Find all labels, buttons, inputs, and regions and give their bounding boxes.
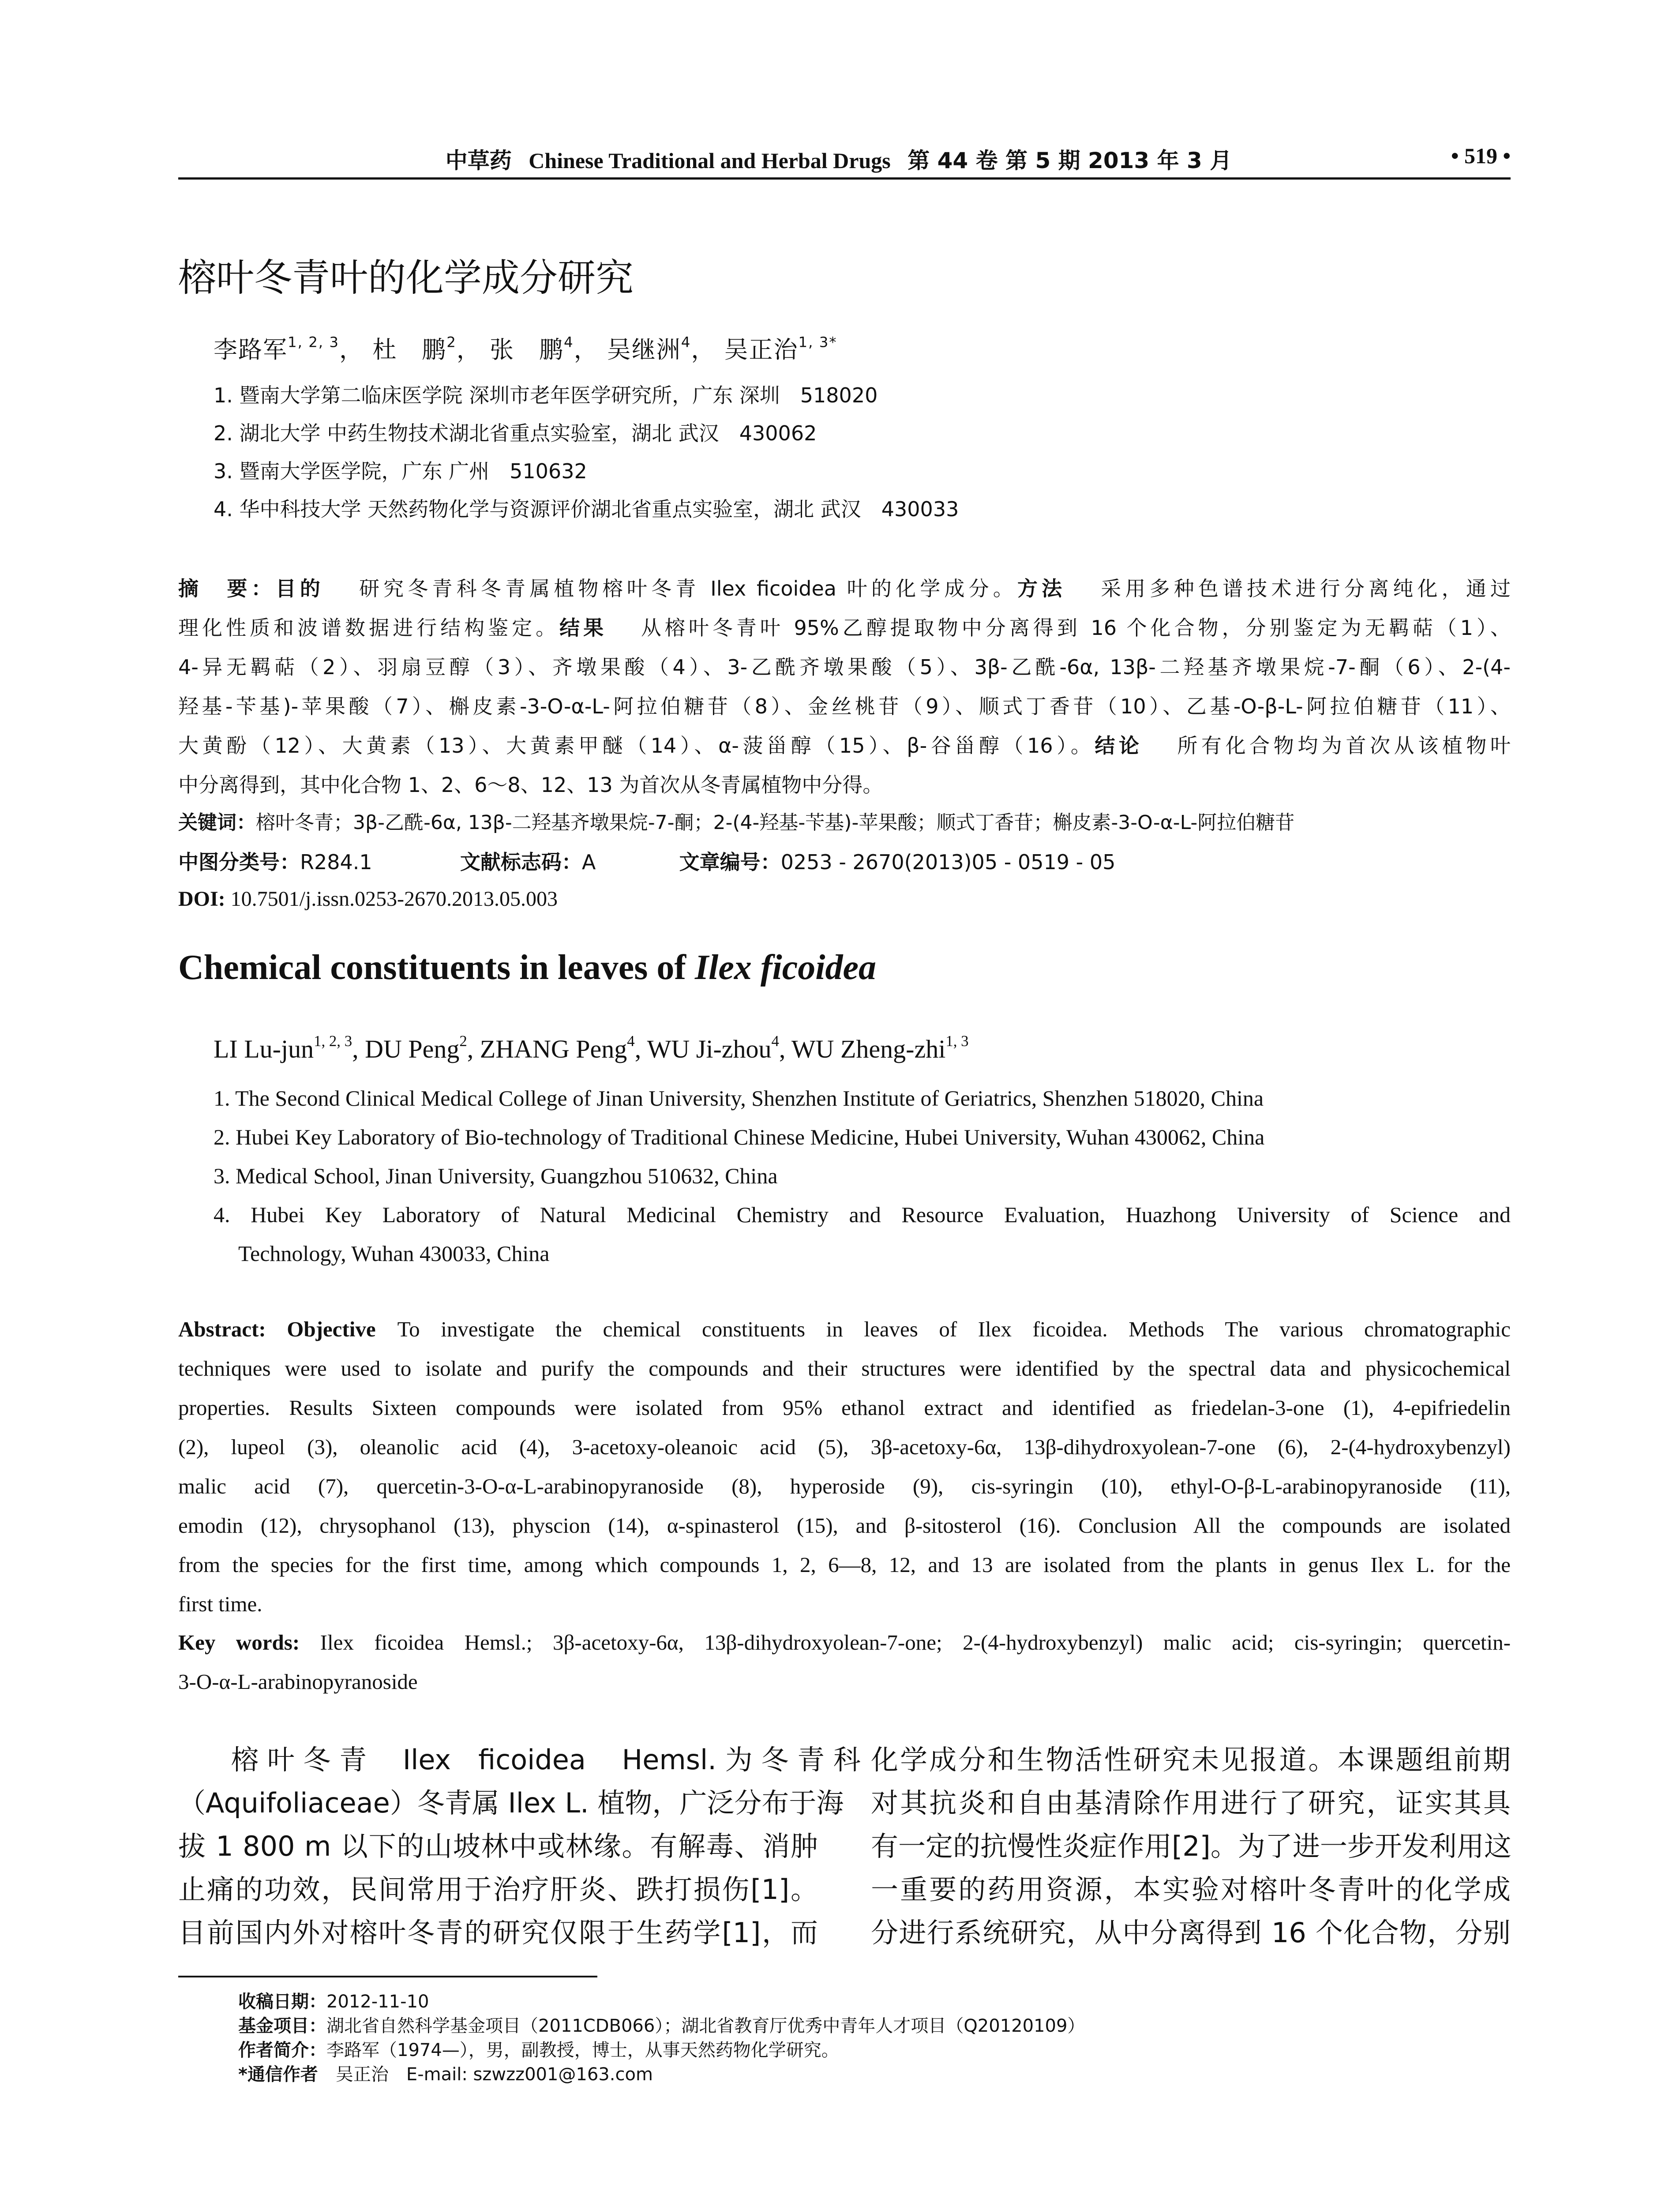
footnote-text: 2012-11-10: [326, 1992, 429, 2012]
objective-label: 目的: [275, 577, 325, 600]
abstract-en-line: properties. Results Sixteen compounds were isolated from 95% ethanol extract and identified as friedelan-3-one (1), 4-epifriedelin: [178, 1396, 1511, 1420]
author-affil-sup: 2: [446, 334, 457, 351]
author-affil-sup: 4: [563, 334, 574, 351]
abstract-line: 中分离得到，其中化合物 1、2、6～8、12、13 为首次从冬青属植物中分得。: [178, 773, 883, 797]
affiliation-en: 4. Hubei Key Laboratory of Natural Medicinal Chemistry and Resource Evaluation, Huazhong University of Science and: [214, 1202, 1511, 1227]
doi-link[interactable]: 10.7501/j.issn.0253-2670.2013.05.003: [230, 887, 558, 911]
keywords-text: 榕叶冬青；3β-乙酰-6α, 13β-二羟基齐墩果烷-7-酮；2-(4-羟基-苄基)-苹果酸；顺式丁香苷；槲皮素-3-O-α-L-阿拉伯糖苷: [256, 811, 1295, 834]
abstract-en-label: Abstract:: [178, 1317, 266, 1341]
abstract-en-line: first time.: [178, 1592, 262, 1616]
author-name: 张 鹏: [489, 336, 564, 364]
keywords-en-line: 3-O-α-L-arabinopyranoside: [178, 1670, 418, 1694]
methods-label: 方法: [1017, 577, 1066, 600]
affiliation-cn: 4. 华中科技大学 天然药物化学与资源评价湖北省重点实验室，湖北 武汉 430033: [214, 497, 959, 521]
abstract-en-line: from the species for the first time, among which compounds 1, 2, 6—8, 12, and 13 are isolated from the plants in genus Ilex L. for the: [178, 1553, 1511, 1577]
footnote-text: 吴正治 E-mail: szwzz001@163.com: [335, 2064, 653, 2085]
author-affil-sup: 4: [771, 1032, 779, 1050]
abstract-line: 从榕叶冬青叶 95%乙醇提取物中分离得到 16 个化合物，分别鉴定为无羁萜（1）、: [641, 616, 1511, 640]
keywords-en-line: Ilex ficoidea Hemsl.; 3β-acetoxy-6α, 13β-dihydroxyolean-7-one; 2-(4-hydroxybenzyl) malic acid; cis-syringin; quercetin-: [320, 1630, 1511, 1654]
body-line: 对其抗炎和自由基清除作用进行了研究，证实其具: [871, 1787, 1511, 1819]
keywords-cn: [178, 803, 1511, 843]
authors-cn: 李路军$^{1, 2, 3}$， 杜 鹏$^2$， 张 鹏$^4$， 吴继洲$^4$， 吴正治$^{1, 3*}$: [214, 334, 837, 364]
journal-name-en: Chinese Traditional and Herbal Drugs: [529, 148, 891, 173]
abstract-line: 采用多种色谱技术进行分离纯化，通过: [1101, 577, 1511, 600]
authors-en: LI Lu-jun$^{1, 2, 3}$, DU Peng$^2$, ZHANG Peng$^4$, WU Ji-zhou$^4$, WU Zheng-zhi$^{1, 3}$: [214, 1032, 969, 1064]
results-label: 结果: [559, 616, 608, 640]
affiliation-cn: 3. 暨南大学医学院，广东 广州 510632: [214, 459, 587, 483]
keywords-en: [178, 1623, 1511, 1702]
abstract-en-line: emodin (12), chrysophanol (13), physcion (14), α-spinasterol (15), and β-sitosterol (16). Conclusion All the compounds are isolated: [178, 1513, 1511, 1538]
footnote-label: 基金项目：: [238, 2016, 326, 2036]
clc-value: R284.1: [300, 850, 372, 874]
body-column-right: [871, 1738, 1511, 1959]
author-affil-sup: 1, 3: [945, 1032, 969, 1050]
body-line: 止痛的功效，民间常用于治疗肝炎、跌打损伤[1]。: [178, 1873, 818, 1906]
footnote-received: [238, 1988, 429, 2013]
clc-label: 中图分类号：: [178, 850, 300, 874]
abstract-en-line: techniques were used to isolate and purify the compounds and their structures were identified by the spectral data and physicochemical: [178, 1356, 1511, 1381]
abstract-line: 理化性质和波谱数据进行结构鉴定。: [178, 616, 560, 640]
footnote-rule: [178, 1976, 597, 1977]
keywords-en-label: Key words:: [178, 1630, 300, 1654]
author-name: 李路军: [214, 336, 288, 364]
author-name: LI Lu-jun: [214, 1035, 314, 1064]
affiliation-en: 1. The Second Clinical Medical College of Jinan University, Shenzhen Institute of Geriatrics, Shenzhen 518020, China: [214, 1086, 1264, 1111]
footnote-fund: [238, 2012, 1085, 2037]
affiliation-cn: 2. 湖北大学 中药生物技术湖北省重点实验室，湖北 武汉 430062: [214, 421, 817, 445]
conclusion-label: 结论: [1095, 734, 1143, 758]
abstract-en: [178, 1309, 1511, 1632]
affiliation-en-continued: Technology, Wuhan 430033, China: [238, 1241, 550, 1266]
author-affil-sup: 4: [681, 334, 691, 351]
abstract-line: 4-异无羁萜（2）、羽扇豆醇（3）、齐墩果酸（4）、3-乙酰齐墩果酸（5）、3β-乙酰-6α, 13β-二羟基齐墩果烷-7-酮（6）、2-(4-: [178, 655, 1511, 679]
footnote-corresponding: [238, 2060, 653, 2086]
affiliation-en: 2. Hubei Key Laboratory of Bio-technology of Traditional Chinese Medicine, Hubei University, Wuhan 430062, China: [214, 1125, 1265, 1149]
body-line: （Aquifoliaceae）冬青属 Ilex L. 植物，广泛分布于海: [178, 1787, 844, 1819]
body-column-left: [178, 1738, 861, 1959]
doc-code-value: A: [581, 850, 596, 874]
body-line: 化学成分和生物活性研究未见报道。本课题组前期: [871, 1744, 1511, 1776]
footnote-author: [238, 2036, 839, 2061]
abstract-en-line: (2), lupeol (3), oleanolic acid (4), 3-acetoxy-oleanoic acid (5), 3β-acetoxy-6α, 13β-dihydroxyolean-7-one (6), 2-(4-hydroxybenzyl): [178, 1435, 1511, 1459]
abstract-en-line: malic acid (7), quercetin-3-O-α-L-arabinopyranoside (8), hyperoside (9), cis-syringin (10), ethyl-O-β-L-arabinopyranoside (11),: [178, 1474, 1511, 1498]
author-affil-sup: 1, 2, 3: [314, 1032, 352, 1050]
issue-info: 第 44 卷 第 5 期 2013 年 3 月: [908, 148, 1232, 173]
author-affil-sup: 4: [627, 1032, 635, 1050]
author-name: WU Ji-zhou: [647, 1035, 772, 1064]
abstract-line: 所有化合物均为首次从该植物叶: [1177, 734, 1511, 758]
doi-label: DOI:: [178, 887, 225, 911]
body-line: 有一定的抗慢性炎症作用[2]。为了进一步开发利用这: [871, 1830, 1511, 1862]
author-name: 吴正治: [724, 336, 799, 364]
author-name: 吴继洲: [607, 336, 681, 364]
title-cn: 榕叶冬青叶的化学成分研究: [178, 256, 634, 300]
title-en: Chemical constituents in leaves of Ilex ficoidea: [178, 948, 876, 987]
footnote-label: *通信作者: [238, 2064, 318, 2085]
classification-line: [178, 846, 1115, 875]
author-name: ZHANG Peng: [480, 1035, 627, 1064]
keywords-label: 关键词：: [178, 811, 256, 834]
body-line: 一重要的药用资源，本实验对榕叶冬青叶的化学成: [871, 1873, 1511, 1906]
affiliation-en: 3. Medical School, Jinan University, Guangzhou 510632, China: [214, 1163, 778, 1188]
author-affil-sup: 1, 3*: [798, 334, 837, 351]
objective-en-label: Objective: [287, 1317, 376, 1341]
footnote-label: 作者简介：: [238, 2040, 326, 2060]
abstract-line: 大黄酚（12）、大黄素（13）、大黄素甲醚（14）、α-菠甾醇（15）、β-谷甾醇（16）。: [178, 734, 1095, 758]
body-line: 榕 叶 冬 青 Ilex ficoidea Hemsl. 为 冬 青 科: [231, 1744, 861, 1776]
body-line: 拔 1 800 m 以下的山坡林中或林缘。有解毒、消肿: [178, 1830, 818, 1862]
footnote-label: 收稿日期：: [238, 1992, 326, 2012]
article-no-value: 0253 - 2670(2013)05 - 0519 - 05: [780, 850, 1116, 874]
affiliation-cn: 1. 暨南大学第二临床医学院 深圳市老年医学研究所，广东 深圳 518020: [214, 383, 878, 407]
footnote-text: 湖北省自然科学基金项目（2011CDB066）；湖北省教育厅优秀中青年人才项目（Q20120109）: [326, 2016, 1085, 2036]
abstract-en-line: Objective To investigate the chemical constituents in leaves of Ilex ficoidea. Methods The various chromatographic: [287, 1317, 1511, 1341]
author-name: 杜 鹏: [372, 336, 447, 364]
footnote-text: 李路军（1974—），男，副教授，博士，从事天然药物化学研究。: [326, 2040, 839, 2060]
abstract-label: 摘 要：: [178, 577, 276, 600]
author-affil-sup: 1, 2, 3: [288, 334, 340, 351]
author-affil-sup: 2: [459, 1032, 467, 1050]
body-line: 目前国内外对榕叶冬青的研究仅限于生药学[1]，而: [178, 1917, 818, 1949]
author-name: DU Peng: [365, 1035, 460, 1064]
abstract-line: 羟基-苄基)-苹果酸（7）、槲皮素-3-O-α-L-阿拉伯糖苷（8）、金丝桃苷（9）、顺式丁香苷（10）、乙基-O-β-L-阿拉伯糖苷（11）、: [178, 694, 1511, 718]
journal-name-cn: 中草药: [445, 148, 512, 173]
article-no-label: 文章编号：: [679, 850, 781, 874]
abstract-line: 研究冬青科冬青属植物榕叶冬青 Ilex ficoidea 叶的化学成分。: [359, 577, 1017, 600]
doc-code-label: 文献标志码：: [460, 850, 582, 874]
page-number: • 519 •: [1451, 143, 1511, 168]
abstract-cn: [178, 569, 1511, 799]
header-rule: [178, 177, 1511, 180]
doi-line: [178, 887, 558, 911]
author-name: WU Zheng-zhi: [791, 1035, 946, 1064]
running-header: [178, 140, 1511, 180]
body-line: 分进行系统研究，从中分离得到 16 个化合物，分别: [871, 1917, 1511, 1949]
